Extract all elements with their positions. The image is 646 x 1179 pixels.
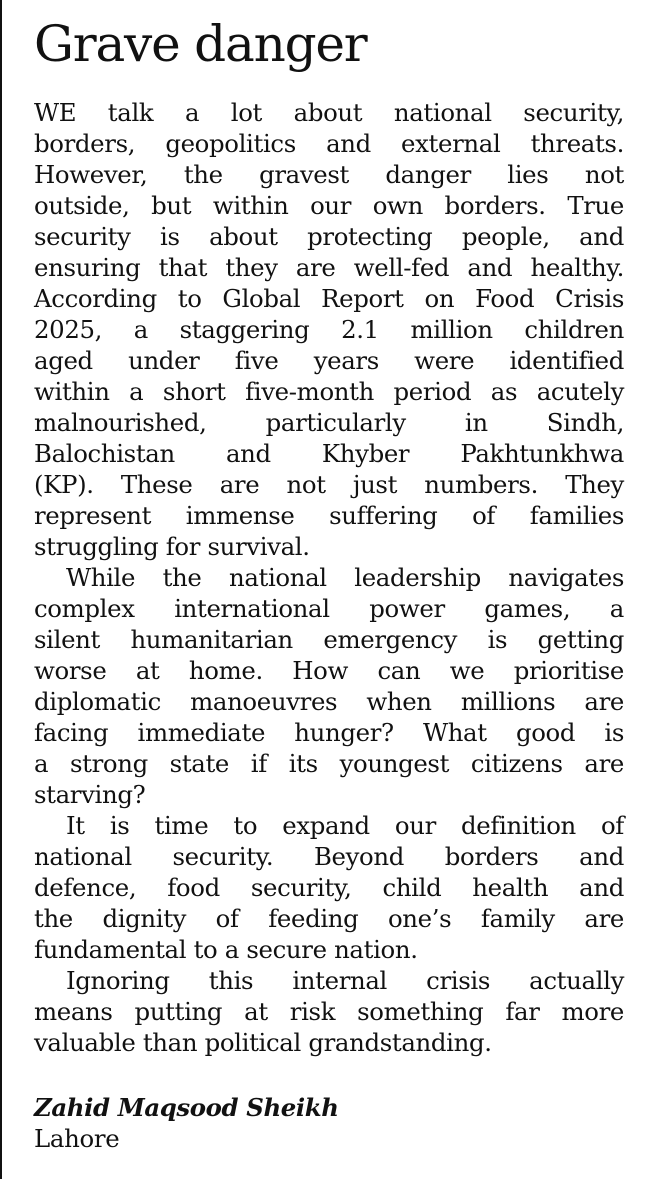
paragraph-3 bbox=[34, 810, 624, 965]
text-line: within a short five-month period as acutely bbox=[34, 377, 624, 406]
text-line: represent immense suffering of families bbox=[34, 501, 624, 530]
text-line: struggling for survival. bbox=[34, 532, 310, 561]
text-line: means putting at risk something far more bbox=[34, 997, 624, 1026]
letter-body bbox=[34, 97, 624, 1058]
author-city: Lahore bbox=[34, 1124, 120, 1153]
text-line: the dignity of feeding one’s family are bbox=[34, 904, 624, 933]
text-line: national security. Beyond borders and bbox=[34, 842, 624, 871]
text-line: fundamental to a secure nation. bbox=[34, 935, 418, 964]
text-line: ensuring that they are well-fed and healthy. bbox=[34, 253, 624, 282]
text-line: facing immediate hunger? What good is bbox=[34, 718, 624, 747]
paragraph-4 bbox=[34, 965, 624, 1058]
text-line: security is about protecting people, and bbox=[34, 222, 624, 251]
letter-headline: Grave danger bbox=[34, 15, 367, 73]
text-line: complex international power games, a bbox=[34, 594, 624, 623]
text-line: 2025, a staggering 2.1 million children bbox=[34, 315, 624, 344]
text-line: silent humanitarian emergency is getting bbox=[34, 625, 624, 654]
text-line: outside, but within our own borders. True bbox=[34, 191, 624, 220]
text-line: Ignoring this internal crisis actually bbox=[66, 966, 624, 995]
paragraph-1 bbox=[34, 97, 624, 562]
text-line: However, the gravest danger lies not bbox=[34, 160, 624, 189]
text-line: WE talk a lot about national security, bbox=[34, 98, 624, 127]
text-line: While the national leadership navigates bbox=[66, 563, 624, 592]
text-line: Balochistan and Khyber Pakhtunkhwa bbox=[34, 439, 624, 468]
paragraph-2 bbox=[34, 562, 624, 810]
text-line: starving? bbox=[34, 780, 146, 809]
text-line: defence, food security, child health and bbox=[34, 873, 624, 902]
text-line: valuable than political grandstanding. bbox=[34, 1028, 492, 1057]
author-name: Zahid Maqsood Sheikh bbox=[34, 1093, 339, 1122]
text-line: worse at home. How can we prioritise bbox=[34, 656, 624, 685]
signature-block bbox=[34, 1092, 339, 1154]
text-line: It is time to expand our definition of bbox=[66, 811, 624, 840]
text-line: borders, geopolitics and external threats. bbox=[34, 129, 624, 158]
text-line: (KP). These are not just numbers. They bbox=[34, 470, 624, 499]
text-line: diplomatic manoeuvres when millions are bbox=[34, 687, 624, 716]
text-line: malnourished, particularly in Sindh, bbox=[34, 408, 624, 437]
text-line: According to Global Report on Food Crisis bbox=[34, 284, 624, 313]
text-line: aged under five years were identified bbox=[34, 346, 624, 375]
text-line: a strong state if its youngest citizens are bbox=[34, 749, 624, 778]
